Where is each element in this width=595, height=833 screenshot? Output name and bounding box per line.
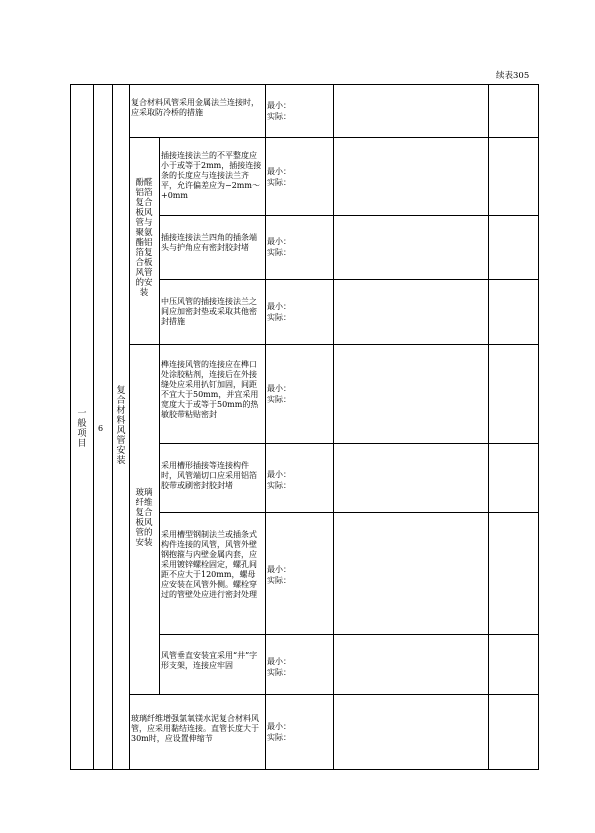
table-border-right (538, 84, 539, 770)
min-label: 最小： (267, 384, 291, 393)
table-row-text: 中压风管的插接连接法兰之间应加密封垫或采取其他密封措施 (161, 297, 257, 326)
row-divider (159, 279, 539, 280)
category-label: 一般项目 (77, 409, 87, 449)
section-label: 复合材料风管安装 (116, 386, 126, 466)
group-label: 酚醛铝箔复合板风管与聚氨酯铝箔复合板风管的安装 (135, 178, 153, 298)
min-label: 最小： (267, 167, 291, 176)
item-number: 6 (98, 424, 104, 433)
table-row-text: 榫连接风管的连接应在榫口处涂胶粘剂，连接后在外接缝处应采用扒钉加固，间距不宜大于50mm，并宜采用宽度大于或等于50mm的热敏胶带粘贴密封 (161, 360, 259, 419)
min-label: 最小： (267, 302, 291, 311)
min-label: 最小： (267, 657, 291, 666)
table-border-left (70, 84, 71, 770)
actual-label: 实际： (267, 481, 291, 490)
min-label: 最小： (267, 470, 291, 479)
col-divider (112, 84, 113, 770)
min-label: 最小： (267, 722, 291, 731)
row-divider (159, 634, 539, 635)
table-border-bottom (70, 769, 539, 770)
row-divider (129, 344, 539, 345)
min-label: 最小： (267, 565, 291, 574)
actual-label: 实际： (267, 248, 291, 257)
table-row-text: 插接连接法兰的不平整度应小于或等于2mm，插接连接条的长度应与连接法兰齐平，允许偏差应为−2mm～+0mm (161, 151, 262, 200)
actual-label: 实际： (267, 733, 291, 742)
row-divider (159, 215, 539, 216)
min-label: 最小： (267, 237, 291, 246)
table-row-text: 玻璃纤维增强氯氧镁水泥复合材料风管，应采用黏结连接。直管长度大于30m时，应设置伸缩节 (131, 714, 259, 743)
row-divider (129, 137, 539, 138)
actual-label: 实际： (267, 112, 291, 121)
col-divider (265, 84, 266, 770)
actual-label: 实际： (267, 668, 291, 677)
row-divider (159, 443, 539, 444)
actual-label: 实际： (267, 313, 291, 322)
actual-label: 实际： (267, 395, 291, 404)
table-row-text: 采用槽型钢制法兰或插条式构件连接的风管，风管外壁钢抱箍与内壁金属内套，应采用镀锌螺栓固定，螺孔间距不应大于120mm，螺母应安装在风管外侧。螺栓穿过的管壁处应进行密封处理 (161, 530, 257, 599)
min-label: 最小： (267, 101, 291, 110)
actual-label: 实际： (267, 576, 291, 585)
row-divider (129, 694, 539, 695)
table-row-text: 插接连接法兰四角的插条端头与护角应有密封胶封堵 (161, 233, 257, 252)
table-row-text: 采用槽形插接等连接构件时，风管端切口应采用铝箔胶带或刷密封胶封堵 (161, 461, 257, 490)
col-divider (129, 84, 130, 770)
table-row-text: 复合材料风管采用金属法兰连接时，应采取防冷桥的措施 (131, 98, 259, 117)
col-divider (159, 138, 160, 694)
page-label: 续表305 (496, 71, 530, 81)
col-divider (488, 84, 489, 770)
table-row-text: 风管垂直安装宜采用“井”字形支架，连接应牢固 (161, 651, 258, 670)
group-label: 玻璃纤维复合板风管的安装 (135, 488, 153, 548)
table-border-top (70, 84, 539, 85)
actual-label: 实际： (267, 178, 291, 187)
row-divider (159, 512, 539, 513)
col-divider (93, 84, 94, 770)
col-divider (333, 84, 334, 770)
